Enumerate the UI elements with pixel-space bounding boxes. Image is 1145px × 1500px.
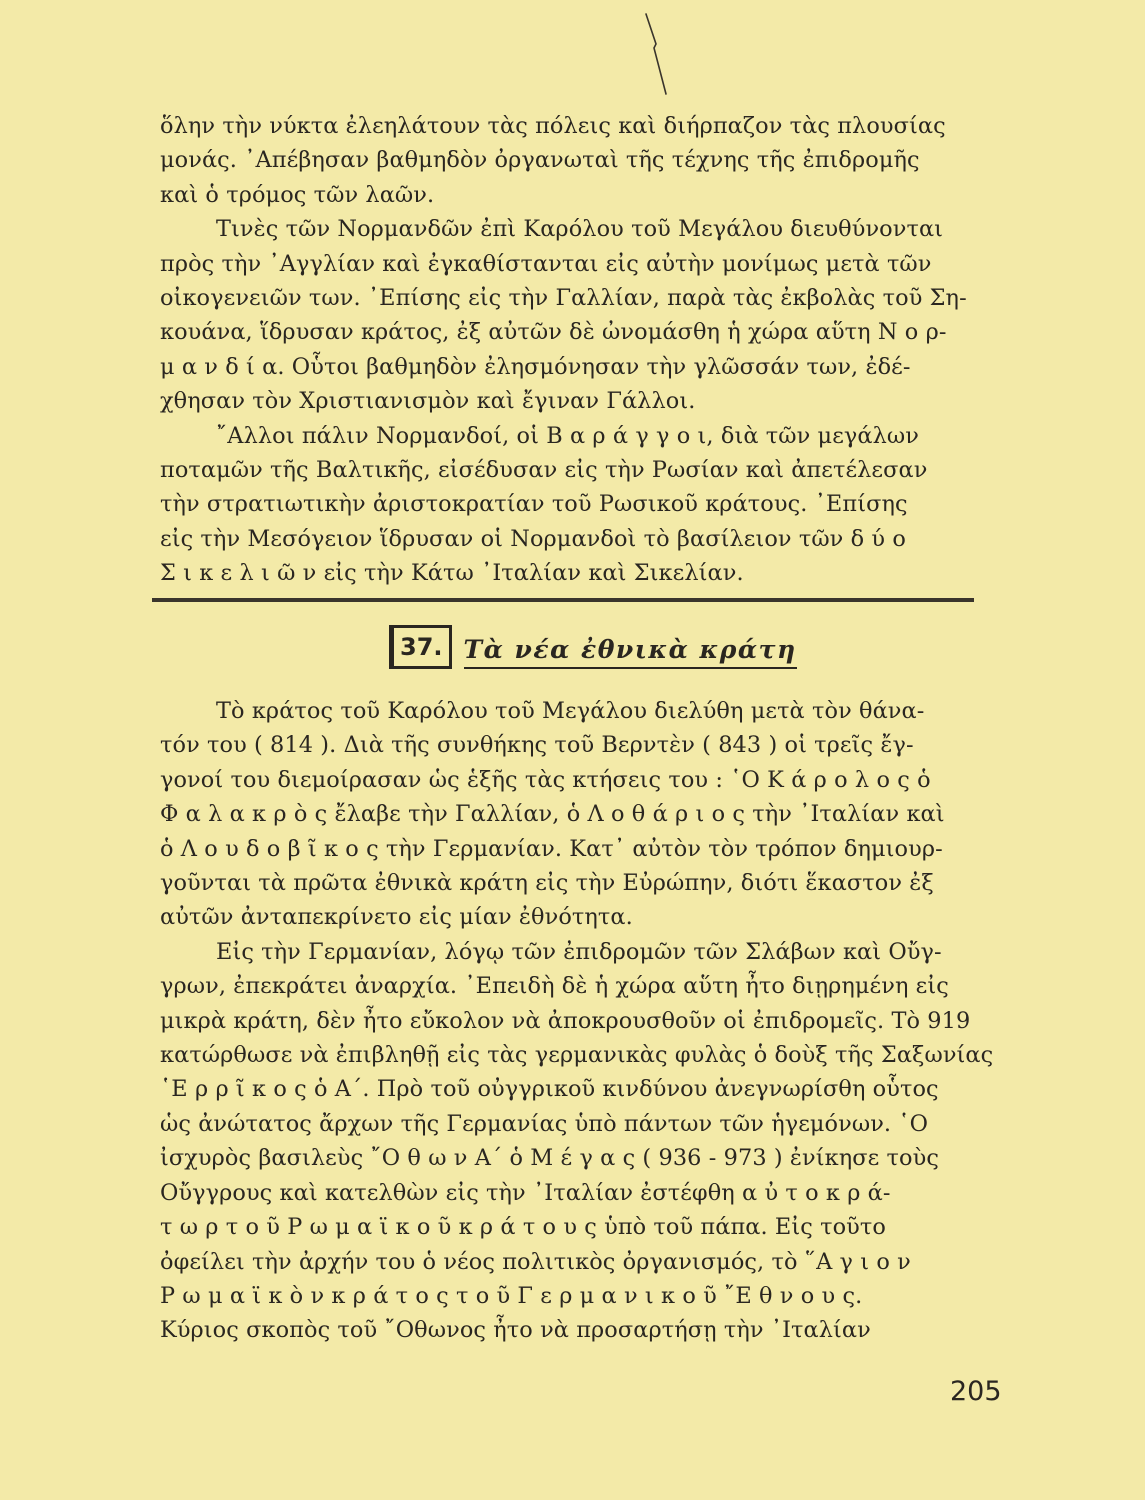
section-title: Τὰ νέα ἐθνικὰ κράτη	[464, 635, 797, 669]
bottom-text-block	[160, 694, 995, 1348]
section-heading	[389, 625, 797, 669]
paragraph-2: Τινὲς τῶν Νορμανδῶν ἐπὶ Καρόλου τοῦ Μεγάλου διευθύνονται πρὸς τὴν ᾿Αγγλίαν καὶ ἐγκαθίστανται εἰς αὐτὴν μονίμως μετὰ τῶν οἰκογενειῶν των. ᾿Επίσης εἰς τὴν Γαλλίαν, παρὰ τὰς ἐκβολὰς τοῦ Ση- κουάνα, ἵδρυσαν κράτος, ἐξ αὐτῶν δὲ ὠνομάσθη ἡ χώρα αὕτη Ν ο ρ- μ α ν δ ί α. Οὗτοι βαθμηδὸν ἐλησμόνησαν τὴν γλῶσσάν των, ἐδέ- χθησαν τὸν Χριστιανισμὸν καὶ ἔγιναν Γάλλοι.	[160, 216, 967, 415]
pencil-mark-icon	[640, 8, 680, 98]
paragraph-3: ῎Αλλοι πάλιν Νορμανδοί, οἱ Β α ρ ά γ γ ο ι, διὰ τῶν μεγάλων ποταμῶν τῆς Βαλτικῆς, εἰσέδυσαν εἰς τὴν Ρωσίαν καὶ ἀπετέλεσαν τὴν στρατιωτικὴν ἀριστοκρατίαν τοῦ Ρωσικοῦ κράτους. ᾿Επίσης εἰς τὴν Μεσόγειον ἵδρυσαν οἱ Νορμανδοὶ τὸ βασίλειον τῶν δ ύ ο Σ ι κ ε λ ι ῶ ν εἰς τὴν Κάτω ᾿Ιταλίαν καὶ Σικελίαν.	[160, 422, 928, 587]
paragraph-4: Τὸ κράτος τοῦ Καρόλου τοῦ Μεγάλου διελύθη μετὰ τὸν θάνα- τόν του ( 814 ). Διὰ τῆς συνθήκης τοῦ Βερντὲν ( 843 ) οἱ τρεῖς ἔγ- γονοί του διεμοίρασαν ὡς ἑξῆς τὰς κτήσεις του : ῾Ο Κ ά ρ ο λ ο ς ὁ Φ α λ α κ ρ ὸ ς ἔλαβε τὴν Γαλλίαν, ὁ Λ ο θ ά ρ ι ο ς τὴν ᾿Ιταλίαν καὶ ὁ Λ ο υ δ ο β ῖ κ ο ς τὴν Γερμανίαν. Κατ᾿ αὐτὸν τὸν τρόπον δημιουρ- γοῦνται τὰ πρῶτα ἐθνικὰ κράτη εἰς τὴν Εὐρώπην, διότι ἕκαστον ἐξ αὐτῶν ἀνταπεκρίνετο εἰς μίαν ἐθνότητα.	[160, 698, 945, 931]
paragraph-1: ὅλην τὴν νύκτα ἐλεηλάτουν τὰς πόλεις καὶ διήρπαζον τὰς πλουσίας μονάς. ᾿Απέβησαν βαθμηδὸν ὀργανωταὶ τῆς τέχνης τῆς ἐπιδρομῆς καὶ ὁ τρόμος τῶν λαῶν.	[160, 113, 946, 208]
page-number: 205	[950, 1376, 1002, 1407]
section-divider	[152, 598, 974, 602]
top-text-block	[160, 109, 995, 591]
section-number: 37.	[389, 625, 452, 669]
paragraph-5: Εἰς τὴν Γερμανίαν, λόγῳ τῶν ἐπιδρομῶν τῶν Σλάβων καὶ Οὔγ- γρων, ἐπεκράτει ἀναρχία. ᾿Επειδὴ δὲ ἡ χώρα αὕτη ἦτο διῃρημένη εἰς μικρὰ κράτη, δὲν ἦτο εὔκολον νὰ ἀποκρουσθοῦν οἱ ἐπιδρομεῖς. Τὸ 919 κατώρθωσε νὰ ἐπιβληθῇ εἰς τὰς γερμανικὰς φυλὰς ὁ δοὺξ τῆς Σαξωνίας ῾Ε ρ ρ ῖ κ ο ς ὁ Α΄. Πρὸ τοῦ οὐγγρικοῦ κινδύνου ἀνεγνωρίσθη οὗτος ὡς ἀνώτατος ἄρχων τῆς Γερμανίας ὑπὸ πάντων τῶν ἡγεμόνων. ῾Ο ἰσχυρὸς βασιλεὺς ῎Ο θ ω ν Α΄ ὁ Μ έ γ α ς ( 936 - 973 ) ἐνίκησε τοὺς Οὔγγρους καὶ κατελθὼν εἰς τὴν ᾿Ιταλίαν ἐστέφθη α ὐ τ ο κ ρ ά- τ ω ρ τ ο ῦ Ρ ω μ α ϊ κ ο ῦ κ ρ ά τ ο υ ς ὑπὸ τοῦ πάπα. Εἰς τοῦτο ὀφείλει τὴν ἀρχήν του ὁ νέος πολιτικὸς ὀργανισμός, τὸ ῞Α γ ι ο ν Ρ ω μ α ϊ κ ὸ ν κ ρ ά τ ο ς τ ο ῦ Γ ε ρ μ α ν ι κ ο ῦ ῎Ε θ ν ο υ ς. Κύριος σκοπὸς τοῦ ῎Οθωνος ἦτο νὰ προσαρτήσῃ τὴν ᾿Ιταλίαν	[160, 938, 994, 1344]
